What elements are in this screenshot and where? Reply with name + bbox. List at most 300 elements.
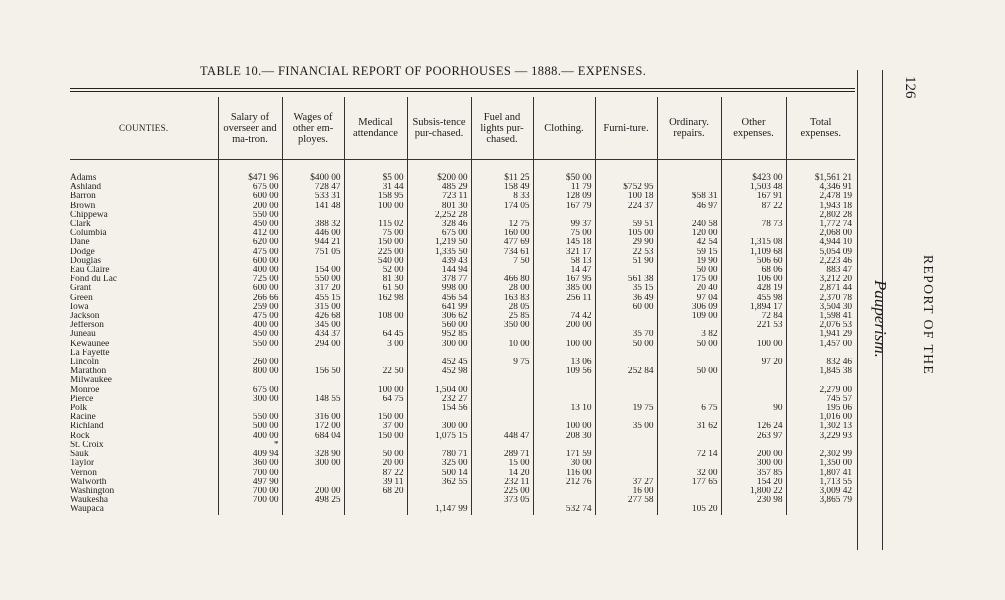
amount-cell: 1,457 00 bbox=[786, 340, 855, 349]
county-name: Washington bbox=[70, 486, 115, 496]
top-rule bbox=[70, 88, 855, 89]
county-name: Brown bbox=[70, 201, 96, 211]
amount-cell: 540 00 bbox=[344, 257, 407, 266]
amount-cell: 4,346 91 bbox=[786, 183, 855, 192]
amount-cell: 675 00 bbox=[218, 386, 282, 395]
header-row bbox=[70, 97, 855, 160]
amount-cell: 1,075 15 bbox=[407, 432, 471, 441]
county-name: Richland bbox=[70, 422, 104, 432]
amount-cell: 1,109 68 bbox=[721, 248, 786, 257]
amount-cell bbox=[344, 376, 407, 385]
column-header: Fuel and lights pur-chased. bbox=[471, 97, 533, 160]
amount-cell bbox=[407, 349, 471, 358]
amount-cell: 167 79 bbox=[533, 202, 595, 211]
amount-cell: 230 98 bbox=[721, 496, 786, 505]
amount-cell: 224 37 bbox=[595, 202, 657, 211]
side-running-title: REPORT OF THE bbox=[921, 255, 936, 376]
amount-cell: 550 00 bbox=[282, 275, 344, 284]
county-name: Barron bbox=[70, 192, 96, 202]
county-name: Juneau bbox=[70, 330, 96, 340]
amount-cell: 163 83 bbox=[471, 294, 533, 303]
amount-cell: 10 00 bbox=[471, 340, 533, 349]
amount-cell: 22 50 bbox=[344, 367, 407, 376]
amount-cell: 357 85 bbox=[721, 469, 786, 478]
amount-cell: 59 15 bbox=[657, 248, 721, 257]
table-row bbox=[70, 275, 855, 284]
county-name: Sauk bbox=[70, 450, 89, 460]
column-header: Other expenses. bbox=[721, 97, 786, 160]
amount-cell: 1,943 18 bbox=[786, 202, 855, 211]
column-header: Wages of other em-ployes. bbox=[282, 97, 344, 160]
amount-cell bbox=[282, 257, 344, 266]
column-header: Subsis-tence pur-chased. bbox=[407, 97, 471, 160]
amount-cell bbox=[595, 459, 657, 468]
amount-cell bbox=[595, 469, 657, 478]
amount-cell: 400 00 bbox=[218, 266, 282, 275]
county-name: Green bbox=[70, 293, 93, 303]
amount-cell: 12 75 bbox=[471, 220, 533, 229]
amount-cell: $11 25 bbox=[471, 160, 533, 184]
amount-cell: 100 00 bbox=[533, 422, 595, 431]
amount-cell: 162 98 bbox=[344, 294, 407, 303]
amount-cell: 158 95 bbox=[344, 192, 407, 201]
amount-cell: 500 00 bbox=[218, 422, 282, 431]
amount-cell: 68 06 bbox=[721, 266, 786, 275]
amount-cell: 1,598 41 bbox=[786, 312, 855, 321]
amount-cell: 1,503 48 bbox=[721, 183, 786, 192]
amount-cell: 316 00 bbox=[282, 413, 344, 422]
amount-cell: 35 15 bbox=[595, 284, 657, 293]
amount-cell: 675 00 bbox=[407, 229, 471, 238]
amount-cell: 641 99 bbox=[407, 303, 471, 312]
amount-cell: 32 00 bbox=[657, 469, 721, 478]
table-row bbox=[70, 303, 855, 312]
amount-cell bbox=[282, 441, 344, 450]
amount-cell bbox=[471, 386, 533, 395]
amount-cell: 455 98 bbox=[721, 294, 786, 303]
table-row bbox=[70, 238, 855, 247]
amount-cell bbox=[595, 386, 657, 395]
page-number: 126 bbox=[902, 76, 918, 99]
amount-cell: 109 00 bbox=[657, 312, 721, 321]
amount-cell: 52 00 bbox=[344, 266, 407, 275]
amount-cell: 160 00 bbox=[471, 229, 533, 238]
amount-cell: 35 00 bbox=[595, 422, 657, 431]
amount-cell: 74 42 bbox=[533, 312, 595, 321]
table-row bbox=[70, 192, 855, 201]
amount-cell: 456 54 bbox=[407, 294, 471, 303]
amount-cell bbox=[533, 349, 595, 358]
county-name: Clark bbox=[70, 220, 91, 230]
amount-cell: 550 00 bbox=[218, 413, 282, 422]
amount-cell: 28 00 bbox=[471, 284, 533, 293]
amount-cell: 450 00 bbox=[218, 220, 282, 229]
county-name: Vernon bbox=[70, 468, 97, 478]
amount-cell: 533 31 bbox=[282, 192, 344, 201]
amount-cell: 2,370 78 bbox=[786, 294, 855, 303]
table-row bbox=[70, 183, 855, 192]
amount-cell bbox=[344, 404, 407, 413]
amount-cell: 428 19 bbox=[721, 284, 786, 293]
amount-cell: 1,941 29 bbox=[786, 330, 855, 339]
amount-cell: 801 30 bbox=[407, 202, 471, 211]
amount-cell bbox=[282, 505, 344, 514]
amount-cell: 266 66 bbox=[218, 294, 282, 303]
amount-cell: 158 49 bbox=[471, 183, 533, 192]
amount-cell bbox=[595, 160, 657, 184]
amount-cell bbox=[786, 505, 855, 514]
amount-cell: 144 94 bbox=[407, 266, 471, 275]
amount-cell: 31 62 bbox=[657, 422, 721, 431]
amount-cell bbox=[657, 160, 721, 184]
table-row bbox=[70, 432, 855, 441]
county-name: St. Croix bbox=[70, 440, 104, 450]
amount-cell: 200 00 bbox=[282, 487, 344, 496]
amount-cell: 1,807 41 bbox=[786, 469, 855, 478]
amount-cell: 2,302 99 bbox=[786, 450, 855, 459]
amount-cell: 200 00 bbox=[721, 450, 786, 459]
amount-cell bbox=[721, 413, 786, 422]
amount-cell bbox=[471, 395, 533, 404]
column-header: Furni-ture. bbox=[595, 97, 657, 160]
amount-cell: 2,279 00 bbox=[786, 386, 855, 395]
amount-cell: 550 00 bbox=[218, 340, 282, 349]
amount-cell: 300 00 bbox=[407, 340, 471, 349]
table-row bbox=[70, 441, 855, 450]
amount-cell bbox=[407, 487, 471, 496]
amount-cell bbox=[471, 376, 533, 385]
amount-cell: 1,147 99 bbox=[407, 505, 471, 514]
amount-cell: 97 04 bbox=[657, 294, 721, 303]
amount-cell: 373 05 bbox=[471, 496, 533, 505]
amount-cell: 745 57 bbox=[786, 395, 855, 404]
amount-cell bbox=[657, 349, 721, 358]
county-name: Iowa bbox=[70, 302, 89, 312]
top-rule-2 bbox=[70, 91, 855, 92]
amount-cell: 81 30 bbox=[344, 275, 407, 284]
amount-cell bbox=[533, 441, 595, 450]
amount-cell: 600 00 bbox=[218, 257, 282, 266]
amount-cell: 174 05 bbox=[471, 202, 533, 211]
county-name: Jefferson bbox=[70, 321, 104, 331]
amount-cell: 263 97 bbox=[721, 432, 786, 441]
table-row bbox=[70, 459, 855, 468]
amount-cell: 105 20 bbox=[657, 505, 721, 514]
amount-cell bbox=[344, 349, 407, 358]
expenses-table bbox=[70, 97, 855, 515]
amount-cell bbox=[218, 349, 282, 358]
table-row bbox=[70, 395, 855, 404]
amount-cell bbox=[657, 496, 721, 505]
table-row bbox=[70, 386, 855, 395]
amount-cell: 37 00 bbox=[344, 422, 407, 431]
amount-cell bbox=[595, 395, 657, 404]
amount-cell: 1,845 38 bbox=[786, 367, 855, 376]
amount-cell: 36 49 bbox=[595, 294, 657, 303]
amount-cell: 141 48 bbox=[282, 202, 344, 211]
county-name: Dodge bbox=[70, 247, 95, 257]
amount-cell bbox=[657, 376, 721, 385]
county-name: Taylor bbox=[70, 459, 95, 469]
amount-cell: 97 20 bbox=[721, 358, 786, 367]
amount-cell: 452 45 bbox=[407, 358, 471, 367]
table-row bbox=[70, 294, 855, 303]
amount-cell bbox=[721, 505, 786, 514]
amount-cell: 620 00 bbox=[218, 238, 282, 247]
amount-cell: 175 00 bbox=[657, 275, 721, 284]
amount-cell: 240 58 bbox=[657, 220, 721, 229]
amount-cell: 156 50 bbox=[282, 367, 344, 376]
amount-cell bbox=[657, 211, 721, 220]
amount-cell bbox=[471, 211, 533, 220]
amount-cell bbox=[471, 330, 533, 339]
table-row bbox=[70, 404, 855, 413]
amount-cell: 450 00 bbox=[218, 330, 282, 339]
amount-cell bbox=[344, 211, 407, 220]
amount-cell: 500 14 bbox=[407, 469, 471, 478]
column-header: Medical attendance bbox=[344, 97, 407, 160]
amount-cell bbox=[786, 376, 855, 385]
amount-cell: 1,800 22 bbox=[721, 487, 786, 496]
amount-cell: 109 56 bbox=[533, 367, 595, 376]
amount-cell: 780 71 bbox=[407, 450, 471, 459]
amount-cell: 7 50 bbox=[471, 257, 533, 266]
amount-cell: 167 95 bbox=[533, 275, 595, 284]
amount-cell bbox=[471, 441, 533, 450]
amount-cell: 20 00 bbox=[344, 459, 407, 468]
amount-cell: 277 58 bbox=[595, 496, 657, 505]
amount-cell: 60 00 bbox=[595, 303, 657, 312]
amount-cell: 100 00 bbox=[344, 202, 407, 211]
county-name: Racine bbox=[70, 413, 96, 423]
amount-cell: $5 00 bbox=[344, 160, 407, 184]
amount-cell: 106 00 bbox=[721, 275, 786, 284]
amount-cell: 477 69 bbox=[471, 238, 533, 247]
amount-cell bbox=[282, 478, 344, 487]
amount-cell: 675 00 bbox=[218, 183, 282, 192]
amount-cell bbox=[657, 183, 721, 192]
county-name: Monroe bbox=[70, 385, 100, 395]
county-name: Adams bbox=[70, 173, 97, 183]
amount-cell: 497 90 bbox=[218, 478, 282, 487]
amount-cell: 37 27 bbox=[595, 478, 657, 487]
amount-cell: 232 11 bbox=[471, 478, 533, 487]
amount-cell: 31 44 bbox=[344, 183, 407, 192]
amount-cell bbox=[344, 496, 407, 505]
amount-cell: 19 75 bbox=[595, 404, 657, 413]
table-title: TABLE 10.— FINANCIAL REPORT OF POORHOUSES — 1888.— EXPENSES. bbox=[200, 64, 647, 78]
amount-cell: 100 00 bbox=[533, 340, 595, 349]
amount-cell: 700 00 bbox=[218, 469, 282, 478]
amount-cell bbox=[533, 303, 595, 312]
amount-cell bbox=[657, 386, 721, 395]
amount-cell: 952 85 bbox=[407, 330, 471, 339]
county-name: Kewaunee bbox=[70, 339, 110, 349]
county-name: La Fayette bbox=[70, 348, 110, 358]
column-header: Salary of overseer and ma-tron. bbox=[218, 97, 282, 160]
column-header: Total expenses. bbox=[786, 97, 855, 160]
amount-cell: 20 40 bbox=[657, 284, 721, 293]
amount-cell bbox=[407, 413, 471, 422]
amount-cell: 50 00 bbox=[344, 450, 407, 459]
table-row bbox=[70, 413, 855, 422]
amount-cell: 4,944 10 bbox=[786, 238, 855, 247]
amount-cell: 485 29 bbox=[407, 183, 471, 192]
table-row bbox=[70, 358, 855, 367]
amount-cell bbox=[721, 441, 786, 450]
amount-cell: 100 00 bbox=[721, 340, 786, 349]
amount-cell: 177 65 bbox=[657, 478, 721, 487]
side-subtitle: Pauperism. bbox=[871, 280, 890, 358]
amount-cell: $423 00 bbox=[721, 160, 786, 184]
amount-cell: 13 10 bbox=[533, 404, 595, 413]
amount-cell: 150 00 bbox=[344, 238, 407, 247]
amount-cell: 300 00 bbox=[218, 395, 282, 404]
amount-cell bbox=[657, 459, 721, 468]
amount-cell: 51 90 bbox=[595, 257, 657, 266]
amount-cell: 600 00 bbox=[218, 192, 282, 201]
amount-cell: 2,252 28 bbox=[407, 211, 471, 220]
amount-cell: 751 05 bbox=[282, 248, 344, 257]
amount-cell bbox=[595, 432, 657, 441]
amount-cell bbox=[721, 395, 786, 404]
amount-cell bbox=[533, 395, 595, 404]
amount-cell: 452 98 bbox=[407, 367, 471, 376]
amount-cell bbox=[282, 211, 344, 220]
county-name: Grant bbox=[70, 284, 92, 294]
county-name: Rock bbox=[70, 431, 90, 441]
county-name: Douglas bbox=[70, 256, 101, 266]
amount-cell: 150 00 bbox=[344, 432, 407, 441]
amount-cell bbox=[657, 441, 721, 450]
amount-cell: 350 00 bbox=[471, 321, 533, 330]
amount-cell bbox=[533, 413, 595, 422]
amount-cell: 167 91 bbox=[721, 192, 786, 201]
table-row bbox=[70, 312, 855, 321]
amount-cell: 90 bbox=[721, 404, 786, 413]
amount-cell: 998 00 bbox=[407, 284, 471, 293]
amount-cell bbox=[786, 441, 855, 450]
amount-cell: 58 13 bbox=[533, 257, 595, 266]
amount-cell: 723 11 bbox=[407, 192, 471, 201]
amount-cell bbox=[533, 211, 595, 220]
amount-cell: 362 55 bbox=[407, 478, 471, 487]
amount-cell: 195 06 bbox=[786, 404, 855, 413]
table-row bbox=[70, 505, 855, 514]
amount-cell: 5,054 09 bbox=[786, 248, 855, 257]
amount-cell: 200 00 bbox=[218, 202, 282, 211]
amount-cell: 3,229 93 bbox=[786, 432, 855, 441]
amount-cell bbox=[407, 496, 471, 505]
table-row bbox=[70, 229, 855, 238]
amount-cell bbox=[344, 505, 407, 514]
amount-cell bbox=[595, 211, 657, 220]
amount-cell: 3,865 79 bbox=[786, 496, 855, 505]
table-row bbox=[70, 450, 855, 459]
county-name: Columbia bbox=[70, 229, 107, 239]
amount-cell: 225 00 bbox=[344, 248, 407, 257]
amount-cell: 3,212 20 bbox=[786, 275, 855, 284]
amount-cell: 600 00 bbox=[218, 284, 282, 293]
amount-cell: 154 20 bbox=[721, 478, 786, 487]
amount-cell: 466 80 bbox=[471, 275, 533, 284]
amount-cell bbox=[721, 376, 786, 385]
amount-cell: 28 05 bbox=[471, 303, 533, 312]
amount-cell: 25 85 bbox=[471, 312, 533, 321]
amount-cell: 39 11 bbox=[344, 478, 407, 487]
amount-cell: 2,871 44 bbox=[786, 284, 855, 293]
county-name: Milwaukee bbox=[70, 376, 112, 386]
amount-cell: 300 00 bbox=[721, 459, 786, 468]
amount-cell: 475 00 bbox=[218, 248, 282, 257]
amount-cell: 2,076 53 bbox=[786, 321, 855, 330]
amount-cell: 19 90 bbox=[657, 257, 721, 266]
amount-cell: 289 71 bbox=[471, 450, 533, 459]
amount-cell: 439 43 bbox=[407, 257, 471, 266]
amount-cell: 388 32 bbox=[282, 220, 344, 229]
county-name: Jackson bbox=[70, 312, 100, 322]
column-header: Clothing. bbox=[533, 97, 595, 160]
amount-cell bbox=[786, 349, 855, 358]
amount-cell: 50 00 bbox=[657, 340, 721, 349]
amount-cell bbox=[595, 321, 657, 330]
table-row bbox=[70, 321, 855, 330]
amount-cell bbox=[282, 349, 344, 358]
amount-cell bbox=[657, 395, 721, 404]
amount-cell: 412 00 bbox=[218, 229, 282, 238]
amount-cell: 317 20 bbox=[282, 284, 344, 293]
amount-cell: 832 46 bbox=[786, 358, 855, 367]
amount-cell: 116 00 bbox=[533, 469, 595, 478]
amount-cell: 434 37 bbox=[282, 330, 344, 339]
amount-cell: $752 95 bbox=[595, 183, 657, 192]
amount-cell: 154 56 bbox=[407, 404, 471, 413]
amount-cell bbox=[533, 496, 595, 505]
amount-cell bbox=[471, 422, 533, 431]
amount-cell bbox=[218, 376, 282, 385]
page-edge-rule bbox=[857, 70, 858, 550]
amount-cell: 120 00 bbox=[657, 229, 721, 238]
table-row bbox=[70, 496, 855, 505]
amount-cell bbox=[533, 376, 595, 385]
amount-cell: 11 79 bbox=[533, 183, 595, 192]
amount-cell bbox=[595, 450, 657, 459]
amount-cell bbox=[595, 312, 657, 321]
amount-cell: 68 20 bbox=[344, 487, 407, 496]
amount-cell: 1,016 00 bbox=[786, 413, 855, 422]
amount-cell: 1,504 00 bbox=[407, 386, 471, 395]
table-row bbox=[70, 478, 855, 487]
amount-cell: 50 00 bbox=[657, 367, 721, 376]
amount-cell bbox=[218, 404, 282, 413]
county-name: Ashland bbox=[70, 183, 101, 193]
amount-cell: 29 90 bbox=[595, 238, 657, 247]
amount-cell: 306 62 bbox=[407, 312, 471, 321]
amount-cell: 221 53 bbox=[721, 321, 786, 330]
table-row bbox=[70, 248, 855, 257]
amount-cell: 475 00 bbox=[218, 312, 282, 321]
amount-cell bbox=[721, 367, 786, 376]
amount-cell: 148 55 bbox=[282, 395, 344, 404]
amount-cell: 8 33 bbox=[471, 192, 533, 201]
amount-cell bbox=[657, 413, 721, 422]
amount-cell: 14 20 bbox=[471, 469, 533, 478]
amount-cell bbox=[282, 358, 344, 367]
amount-cell: 64 45 bbox=[344, 330, 407, 339]
amount-cell: 321 17 bbox=[533, 248, 595, 257]
amount-cell: 561 38 bbox=[595, 275, 657, 284]
amount-cell bbox=[657, 487, 721, 496]
